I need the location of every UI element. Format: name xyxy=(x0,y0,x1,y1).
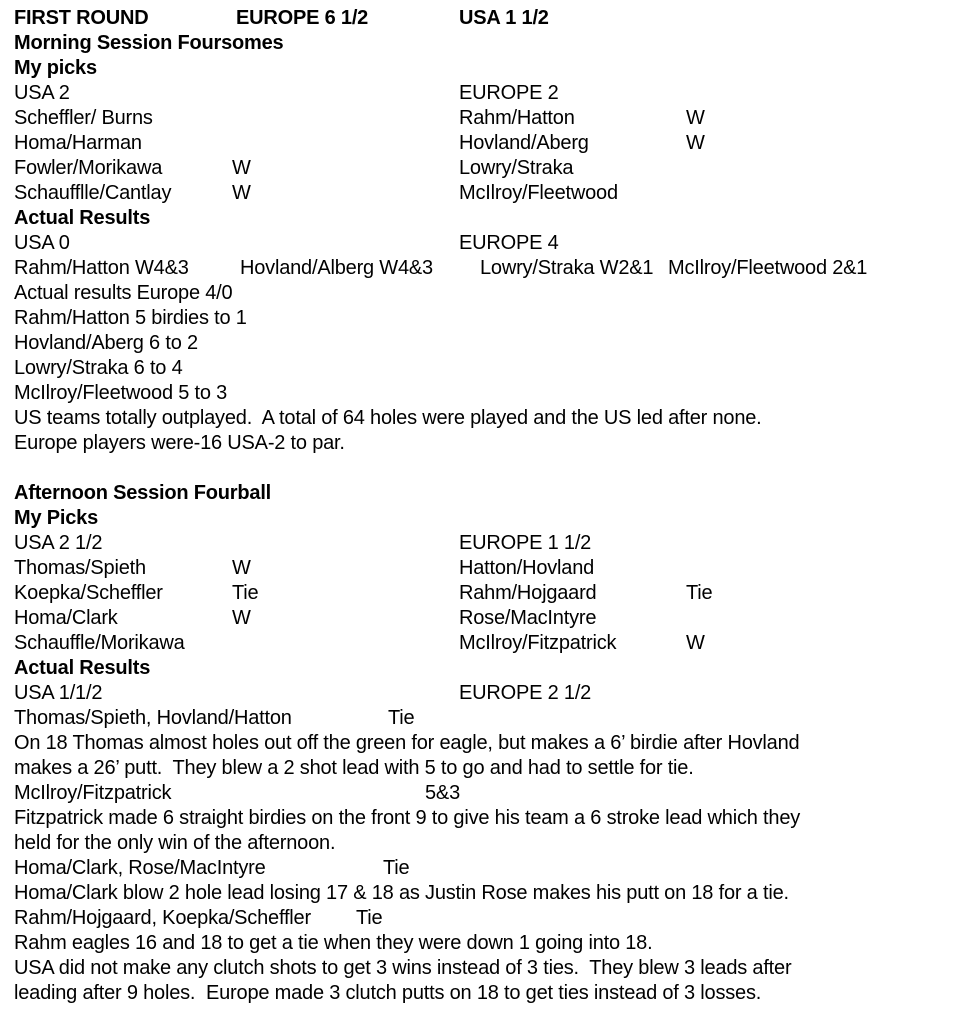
usa-result: W xyxy=(232,607,251,629)
europe-result: W xyxy=(686,632,705,654)
note-text: held for the only win of the afternoon. xyxy=(14,832,336,854)
heading-text: Afternoon Session Fourball xyxy=(14,482,272,504)
usa-result: Tie xyxy=(232,582,259,604)
note-text: USA did not make any clutch shots to get 3 wins instead of 3 ties. They blew 3 leads after xyxy=(14,957,792,979)
pairing-row xyxy=(0,556,965,581)
match-results-row xyxy=(0,256,965,281)
europe-pairing: Rahm/Hojgaard xyxy=(459,582,597,604)
pairing-row xyxy=(0,156,965,181)
pairings: Homa/Clark, Rose/MacIntyre xyxy=(14,857,266,879)
note-line xyxy=(0,931,965,956)
match-result-row xyxy=(0,781,965,806)
heading-text: My Picks xyxy=(14,507,99,529)
europe-pairing: McIlroy/Fitzpatrick xyxy=(459,632,617,654)
note-line xyxy=(0,356,965,381)
note-text: Rahm/Hatton 5 birdies to 1 xyxy=(14,307,247,329)
match-result: Rahm/Hatton W4&3 xyxy=(14,257,189,279)
usa-pick-score: USA 2 xyxy=(14,82,70,104)
note-text: Fitzpatrick made 6 straight birdies on the front 9 to give his team a 6 stroke lead which they xyxy=(14,807,801,829)
note-text: Rahm eagles 16 and 18 to get a tie when they were down 1 going into 18. xyxy=(14,932,653,954)
note-line xyxy=(0,406,965,431)
first-round-label: FIRST ROUND xyxy=(14,7,149,29)
picks-score-row xyxy=(0,531,965,556)
note-line xyxy=(0,981,965,1006)
note-line xyxy=(0,306,965,331)
result: Tie xyxy=(383,857,410,879)
pairing-row xyxy=(0,581,965,606)
pairing-row xyxy=(0,106,965,131)
result: 5&3 xyxy=(425,782,460,804)
usa-pairing: Homa/Harman xyxy=(14,132,142,154)
europe-pairing: Lowry/Straka xyxy=(459,157,574,179)
europe-pick-score: EUROPE 2 xyxy=(459,82,559,104)
usa-pairing: Homa/Clark xyxy=(14,607,118,629)
europe-pairing: Hovland/Aberg xyxy=(459,132,589,154)
usa-pairing: Koepka/Scheffler xyxy=(14,582,163,604)
europe-pick-score: EUROPE 1 1/2 xyxy=(459,532,592,554)
note-line xyxy=(0,881,965,906)
note-text: Lowry/Straka 6 to 4 xyxy=(14,357,183,379)
pairings: McIlroy/Fitzpatrick xyxy=(14,782,172,804)
note-text: Europe players were-16 USA-2 to par. xyxy=(14,432,345,454)
note-line xyxy=(0,956,965,981)
usa-actual-score: USA 1/1/2 xyxy=(14,682,103,704)
match-result-row xyxy=(0,856,965,881)
note-text: McIlroy/Fleetwood 5 to 3 xyxy=(14,382,228,404)
note-text: Actual results Europe 4/0 xyxy=(14,282,233,304)
europe-result: Tie xyxy=(686,582,713,604)
europe-result: W xyxy=(686,132,705,154)
pairings: Rahm/Hojgaard, Koepka/Scheffler xyxy=(14,907,311,929)
actual-results-heading xyxy=(0,656,965,681)
note-line xyxy=(0,756,965,781)
pairing-row xyxy=(0,631,965,656)
match-result-row xyxy=(0,906,965,931)
my-picks-heading xyxy=(0,506,965,531)
europe-total-score: EUROPE 6 1/2 xyxy=(236,7,369,29)
usa-pairing: Schaufflle/Cantlay xyxy=(14,182,172,204)
note-line xyxy=(0,731,965,756)
morning-session-heading xyxy=(0,31,965,56)
afternoon-session-heading xyxy=(0,481,965,506)
europe-actual-score: EUROPE 2 1/2 xyxy=(459,682,592,704)
actual-score-row xyxy=(0,681,965,706)
match-result-row xyxy=(0,706,965,731)
usa-pairing: Thomas/Spieth xyxy=(14,557,146,579)
note-text: leading after 9 holes. Europe made 3 clutch putts on 18 to get ties instead of 3 losses. xyxy=(14,982,762,1004)
usa-pairing: Schauffle/Morikawa xyxy=(14,632,185,654)
note-text: Hovland/Aberg 6 to 2 xyxy=(14,332,198,354)
usa-result: W xyxy=(232,182,251,204)
note-line xyxy=(0,331,965,356)
note-text: makes a 26’ putt. They blew a 2 shot lead with 5 to go and had to settle for tie. xyxy=(14,757,694,779)
usa-pick-score: USA 2 1/2 xyxy=(14,532,103,554)
heading-text: Morning Session Foursomes xyxy=(14,32,284,54)
usa-pairing: Scheffler/ Burns xyxy=(14,107,153,129)
note-text: US teams totally outplayed. A total of 64 holes were played and the US led after none. xyxy=(14,407,762,429)
usa-actual-score: USA 0 xyxy=(14,232,70,254)
heading-text: My picks xyxy=(14,57,97,79)
actual-results-heading xyxy=(0,206,965,231)
heading-text: Actual Results xyxy=(14,657,151,679)
usa-pairing: Fowler/Morikawa xyxy=(14,157,163,179)
europe-result: W xyxy=(686,107,705,129)
heading-text: Actual Results xyxy=(14,207,151,229)
usa-result: W xyxy=(232,557,251,579)
europe-pairing: McIlroy/Fleetwood xyxy=(459,182,618,204)
pairing-row xyxy=(0,606,965,631)
note-line xyxy=(0,381,965,406)
result: Tie xyxy=(388,707,415,729)
blank-line xyxy=(0,456,965,481)
europe-pairing: Rose/MacIntyre xyxy=(459,607,597,629)
match-result: McIlroy/Fleetwood 2&1 xyxy=(668,257,868,279)
europe-pairing: Rahm/Hatton xyxy=(459,107,575,129)
note-line xyxy=(0,831,965,856)
match-result: Lowry/Straka W2&1 xyxy=(480,257,654,279)
pairing-row xyxy=(0,131,965,156)
usa-total-score: USA 1 1/2 xyxy=(459,7,549,29)
note-line xyxy=(0,431,965,456)
note-line xyxy=(0,281,965,306)
usa-result: W xyxy=(232,157,251,179)
actual-score-row xyxy=(0,231,965,256)
note-text: Homa/Clark blow 2 hole lead losing 17 & 18 as Justin Rose makes his putt on 18 for a tie. xyxy=(14,882,789,904)
result: Tie xyxy=(356,907,383,929)
my-picks-heading xyxy=(0,56,965,81)
match-result: Hovland/Alberg W4&3 xyxy=(240,257,433,279)
note-text: On 18 Thomas almost holes out off the green for eagle, but makes a 6’ birdie after Hovland xyxy=(14,732,800,754)
europe-pairing: Hatton/Hovland xyxy=(459,557,595,579)
picks-score-row xyxy=(0,81,965,106)
pairings: Thomas/Spieth, Hovland/Hatton xyxy=(14,707,292,729)
europe-actual-score: EUROPE 4 xyxy=(459,232,559,254)
note-line xyxy=(0,806,965,831)
pairing-row xyxy=(0,181,965,206)
title-row xyxy=(0,6,965,31)
